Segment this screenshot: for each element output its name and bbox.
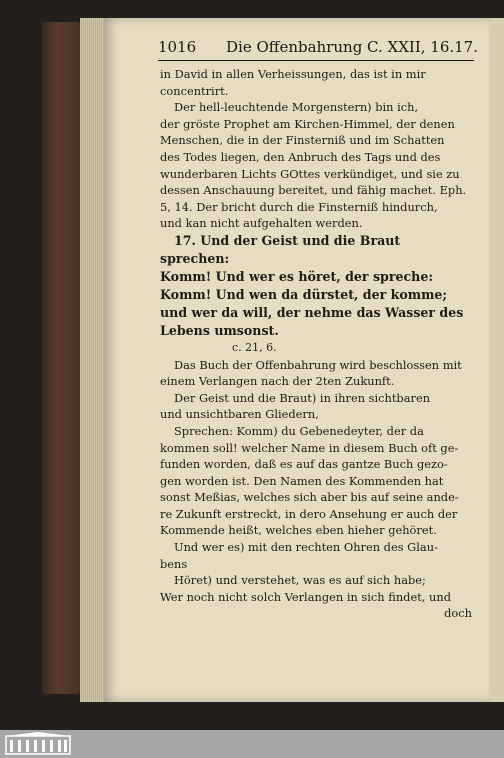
text-line: Kommende heißt, welches eben hieher gehöret.	[160, 523, 437, 538]
text-line: 17. Und der Geist und die Braut sprechen:	[160, 232, 401, 266]
text-line: concentrirt.	[160, 83, 229, 98]
text-line: des Todes liegen, den Anbruch des Tags und des	[160, 149, 441, 164]
text-line: bens	[160, 556, 188, 571]
viewer-footer-bar	[0, 730, 504, 758]
text-line: dessen Anschauung bereitet, und fähig machet. Eph.	[160, 183, 467, 198]
text-line: Sprechen: Komm) du Gebenedeyter, der da	[174, 423, 424, 438]
facing-page-edge	[490, 18, 504, 702]
header-rule	[158, 60, 474, 61]
text-line: kommen soll! welcher Name in diesem Buch oft ge-	[160, 440, 459, 455]
text-line: Höret) und verstehet, was es auf sich habe;	[174, 573, 426, 588]
text-line: Menschen, die in der Finsterniß und im Schatten	[160, 133, 445, 148]
text-line: re Zukunft erstreckt, in dero Ansehung er auch der	[160, 506, 458, 521]
text-line: gen worden ist. Den Namen des Kommenden hat	[160, 473, 444, 488]
text-line: wunderbaren Lichts GOttes verkündiget, und sie zu	[160, 166, 460, 181]
text-line: und kan nicht aufgehalten werden.	[160, 216, 363, 231]
text-line: und unsichtbaren Gliedern,	[160, 407, 319, 422]
text-line: 5, 14. Der bricht durch die Finsterniß hindurch,	[160, 199, 438, 214]
running-title: Die Offenbahrung C. XXII, 16.17.	[226, 38, 478, 56]
text-line: Komm! Und wen da dürstet, der komme;	[160, 286, 448, 302]
book-cover-edge	[42, 22, 80, 694]
text-line: einem Verlangen nach der 2ten Zukunft.	[160, 374, 395, 389]
page-edges	[80, 18, 104, 702]
library-logo-icon	[4, 732, 72, 756]
text-line: doch	[444, 606, 472, 621]
text-line: und wer da will, der nehme das Wasser des	[160, 304, 464, 320]
text-line: der gröste Prophet am Kirchen-Himmel, der denen	[160, 116, 455, 131]
page-number: 1016	[158, 38, 197, 56]
text-line: Wer noch nicht solch Verlangen in sich findet, und	[160, 589, 451, 604]
text-line: Komm! Und wer es höret, der spreche:	[160, 268, 433, 284]
text-line: sonst Meßias, welches sich aber bis auf seine ande-	[160, 490, 459, 505]
text-line: in David in allen Verheissungen, das ist in mir	[160, 67, 426, 81]
text-line: funden worden, daß es auf das gantze Buch gezo-	[160, 457, 448, 472]
text-line: c. 21, 6.	[232, 340, 277, 354]
text-line: Lebens umsonst.	[160, 322, 279, 338]
text-line: Der hell-leuchtende Morgenstern) bin ich,	[174, 100, 419, 115]
text-line: Das Buch der Offenbahrung wird beschlossen mit	[174, 357, 462, 372]
text-line: Der Geist und die Braut) in ihren sichtbaren	[174, 390, 431, 405]
text-line: Und wer es) mit den rechten Ohren des Glau-	[174, 540, 438, 555]
page-body-text	[160, 66, 472, 622]
